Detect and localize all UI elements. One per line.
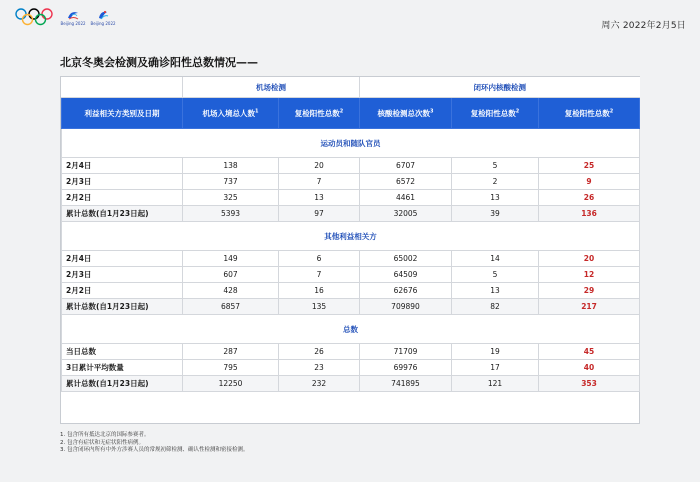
cell-value-highlight: 26	[539, 190, 640, 206]
footnote-marker: 2	[339, 108, 344, 114]
page-title: 北京冬奥会检测及确诊阳性总数情况——	[60, 56, 258, 69]
cell-value: 19	[452, 344, 539, 360]
cell-value: 71709	[360, 344, 452, 360]
cell-value-highlight: 20	[539, 251, 640, 267]
cell-value-highlight: 353	[539, 376, 640, 392]
cell-value: 4461	[360, 190, 452, 206]
table-row	[62, 344, 640, 360]
column-header-label: 复检阳性总数	[294, 108, 340, 118]
footnote-marker: 1	[255, 108, 259, 114]
row-label: 累计总数(自1月23日起)	[62, 376, 183, 392]
column-header-label: 机场入境总人数	[202, 108, 255, 118]
cell-value: 232	[279, 376, 360, 392]
column-header-pcr-tests	[360, 98, 452, 129]
table-row	[62, 283, 640, 299]
group-header-closed-loop: 闭环内核酸检测	[360, 77, 640, 98]
row-label: 2月4日	[62, 158, 183, 174]
beijing-2022-paralympic-emblem	[92, 9, 114, 26]
footnotes	[60, 432, 249, 455]
cell-value: 13	[452, 190, 539, 206]
column-header-loop-positive	[452, 98, 539, 129]
cell-value: 737	[183, 174, 279, 190]
paralympic-emblem-icon	[96, 9, 110, 21]
logo-group	[14, 8, 114, 26]
cell-value: 5	[452, 267, 539, 283]
row-label: 2月3日	[62, 267, 183, 283]
cell-value: 5393	[183, 206, 279, 222]
cell-value: 26	[279, 344, 360, 360]
row-label: 2月2日	[62, 190, 183, 206]
footnote-marker: 2	[515, 108, 520, 114]
column-header-label: 利益相关方类别及日期	[84, 108, 160, 118]
cell-value: 82	[452, 299, 539, 315]
column-header-row	[62, 98, 640, 129]
row-label: 2月4日	[62, 251, 183, 267]
results-panel	[60, 76, 640, 424]
row-label: 累计总数(自1月23日起)	[62, 206, 183, 222]
cell-value-highlight: 40	[539, 360, 640, 376]
group-header-empty	[62, 77, 183, 98]
table-row	[62, 158, 640, 174]
cell-value-highlight: 12	[539, 267, 640, 283]
cell-value: 6707	[360, 158, 452, 174]
footnote-marker: 2	[609, 108, 614, 114]
row-label: 2月2日	[62, 283, 183, 299]
olympic-rings-icon	[14, 8, 54, 26]
column-header-label: 核酸检测总次数	[377, 108, 430, 118]
cell-value: 795	[183, 360, 279, 376]
table-row	[62, 190, 640, 206]
footnote: 1. 包含所有抵达北京的国际参赛者。	[60, 432, 150, 438]
emblem-caption: Beijing 2022	[90, 20, 116, 26]
test-results-table	[61, 77, 640, 392]
cell-value-highlight: 25	[539, 158, 640, 174]
emblem-caption: Beijing 2022	[60, 20, 86, 26]
section-other-stakeholders	[62, 222, 640, 315]
cell-value-highlight: 29	[539, 283, 640, 299]
table-row-total	[62, 376, 640, 392]
cell-value: 65002	[360, 251, 452, 267]
cell-value: 6	[279, 251, 360, 267]
cell-value: 5	[452, 158, 539, 174]
row-label: 当日总数	[62, 344, 183, 360]
cell-value-highlight: 45	[539, 344, 640, 360]
column-header-total-positive	[539, 98, 640, 129]
column-header-airport-positive	[279, 98, 360, 129]
cell-value: 69976	[360, 360, 452, 376]
cell-value: 6857	[183, 299, 279, 315]
footnote-marker: 3	[430, 108, 434, 114]
cell-value: 14	[452, 251, 539, 267]
cell-value: 7	[279, 267, 360, 283]
footnote: 2. 包含有症状和无症状阳性病例。	[60, 439, 144, 446]
cell-value: 13	[279, 190, 360, 206]
cell-value: 13	[452, 283, 539, 299]
cell-value: 121	[452, 376, 539, 392]
row-label: 累计总数(自1月23日起)	[62, 299, 183, 315]
beijing-2022-emblem	[62, 9, 84, 26]
table-row	[62, 174, 640, 190]
section-title: 运动员和随队官员	[62, 129, 640, 158]
cell-value: 64509	[360, 267, 452, 283]
cell-value: 62676	[360, 283, 452, 299]
cell-value: 16	[279, 283, 360, 299]
table-row	[62, 360, 640, 376]
cell-value-highlight: 9	[539, 174, 640, 190]
row-label: 2月3日	[62, 174, 183, 190]
cell-value-highlight: 217	[539, 299, 640, 315]
column-header-label: 复检阳性总数	[470, 108, 516, 118]
cell-value: 149	[183, 251, 279, 267]
section-athletes	[62, 129, 640, 222]
column-header-airport-arrivals	[183, 98, 279, 129]
winter-games-emblem-icon	[66, 9, 80, 21]
cell-value: 135	[279, 299, 360, 315]
cell-value: 39	[452, 206, 539, 222]
section-title: 其他利益相关方	[62, 222, 640, 251]
cell-value: 17	[452, 360, 539, 376]
cell-value: 287	[183, 344, 279, 360]
footnote: 3. 包含闭环内所有中外方涉赛人员的常规初筛检测、确认性检测和密接检测。	[60, 447, 249, 453]
row-label: 3日累计平均数量	[62, 360, 183, 376]
cell-value: 325	[183, 190, 279, 206]
cell-value: 97	[279, 206, 360, 222]
cell-value: 2	[452, 174, 539, 190]
cell-value: 709890	[360, 299, 452, 315]
cell-value: 23	[279, 360, 360, 376]
table-row-total	[62, 299, 640, 315]
table-row	[62, 267, 640, 283]
cell-value: 741895	[360, 376, 452, 392]
cell-value: 607	[183, 267, 279, 283]
table-row	[62, 251, 640, 267]
column-header-label: 复检阳性总数	[564, 108, 610, 118]
section-totals	[62, 315, 640, 392]
cell-value: 12250	[183, 376, 279, 392]
cell-value: 32005	[360, 206, 452, 222]
cell-value: 20	[279, 158, 360, 174]
report-date: 周六 2022年2月5日	[601, 21, 686, 31]
cell-value: 138	[183, 158, 279, 174]
group-header-airport: 机场检测	[183, 77, 360, 98]
table-row-total	[62, 206, 640, 222]
cell-value: 7	[279, 174, 360, 190]
cell-value: 428	[183, 283, 279, 299]
cell-value-highlight: 136	[539, 206, 640, 222]
section-title: 总数	[62, 315, 640, 344]
column-header-category	[62, 98, 183, 129]
cell-value: 6572	[360, 174, 452, 190]
column-group-row	[62, 77, 640, 98]
